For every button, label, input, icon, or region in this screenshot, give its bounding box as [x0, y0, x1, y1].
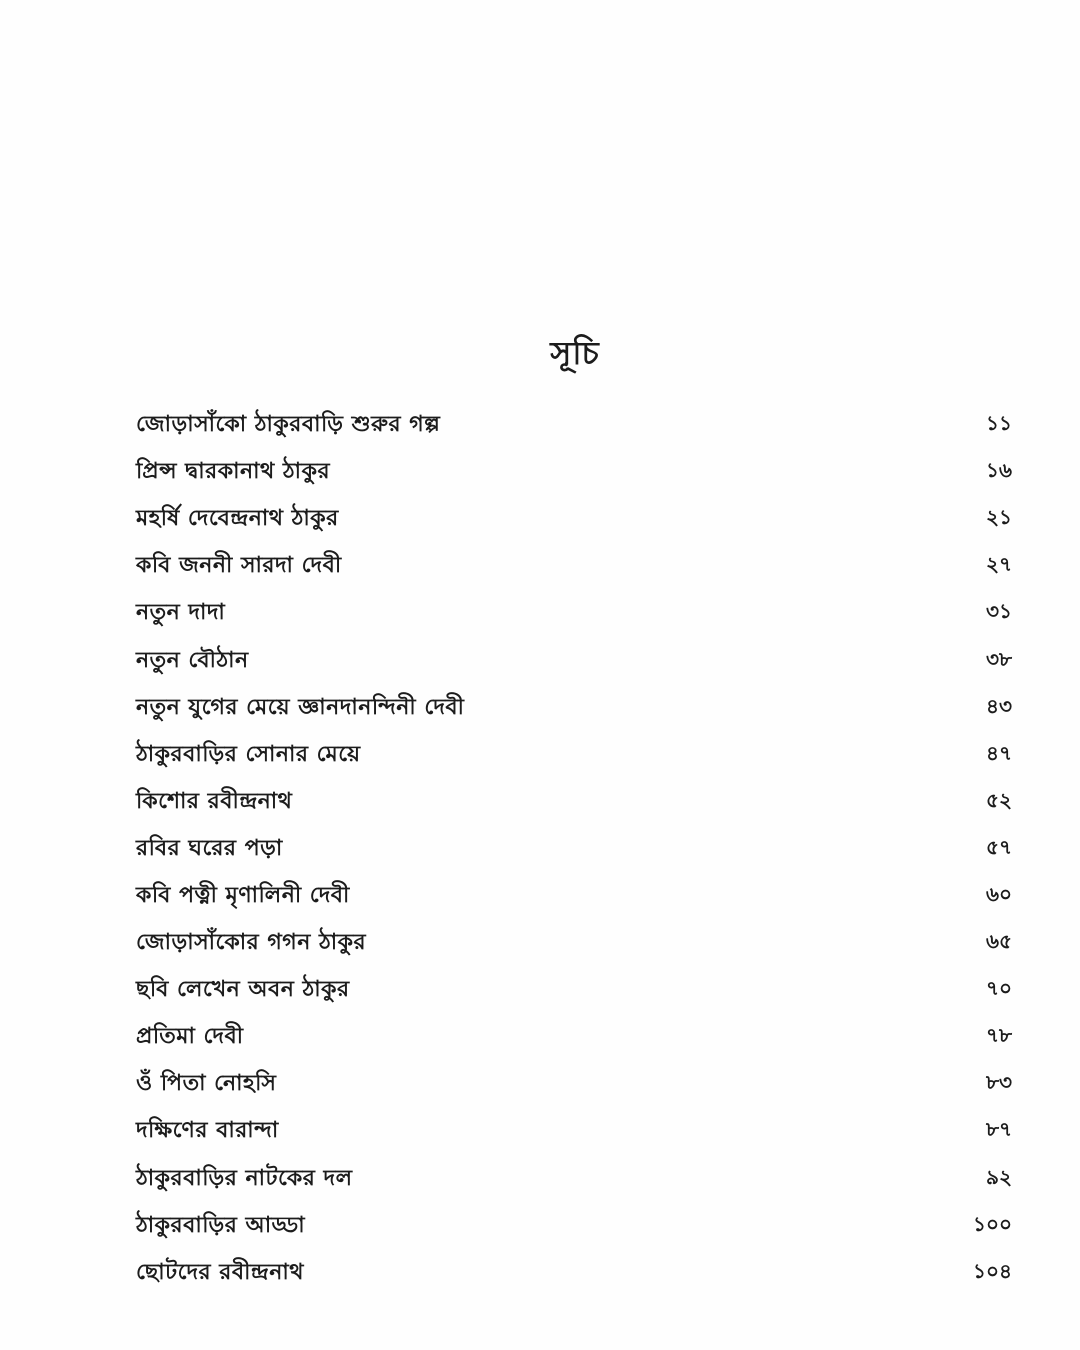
toc-entry [136, 1014, 1012, 1061]
toc-entry-page: ১০০ [973, 1211, 1012, 1236]
toc-entry-title: নতুন যুগের মেয়ে জ্ঞানদানন্দিনী দেবী [136, 693, 465, 720]
toc-entry [136, 779, 1012, 826]
toc-entry [136, 637, 1012, 684]
toc-entry-title: নতুন বৌঠান [136, 646, 249, 673]
toc-entry [136, 826, 1012, 873]
toc-entry-title: কবি জননী সারদা দেবী [136, 552, 342, 579]
toc-entry-page: ৮৭ [986, 1117, 1012, 1142]
toc-entry [136, 685, 1012, 732]
toc-entry-title: ঠাকুরবাড়ির নাটকের দল [136, 1164, 353, 1191]
toc-entry-title: দক্ষিণের বারান্দা [136, 1117, 279, 1144]
toc-entry-title: ঠাকুরবাড়ির আড্ডা [136, 1211, 306, 1238]
toc-entry-title: নতুন দাদা [136, 599, 226, 626]
toc-entry-title: ওঁ পিতা নোহসি [136, 1070, 277, 1097]
toc-entry [136, 732, 1012, 779]
toc-entry [136, 449, 1012, 496]
toc-entry-title: প্রতিমা দেবী [136, 1023, 244, 1050]
toc-entry-title: ঠাকুরবাড়ির সোনার মেয়ে [136, 740, 361, 767]
toc-entry-title: জোড়াসাঁকোর গগন ঠাকুর [136, 929, 367, 956]
toc-entry-page: ১৬ [986, 458, 1012, 483]
toc-entry [136, 967, 1012, 1014]
toc-entry-page: ৪৭ [986, 740, 1012, 765]
toc-entry-page: ৭০ [985, 976, 1012, 1001]
toc-entry-title: কবি পত্নী মৃণালিনী দেবী [136, 881, 350, 908]
toc-entry-title: ছবি লেখেন অবন ঠাকুর [136, 976, 350, 1003]
toc-entry-page: ৯২ [986, 1164, 1012, 1189]
toc-entry-title: প্রিন্স দ্বারকানাথ ঠাকুর [136, 458, 331, 485]
toc-entry-title: মহর্ষি দেবেন্দ্রনাথ ঠাকুর [136, 505, 339, 532]
toc-entry [136, 543, 1012, 590]
toc-entry [136, 873, 1012, 920]
toc-entry-page: ২৭ [985, 552, 1012, 577]
toc-entry-title: রবির ঘরের পড়া [136, 834, 283, 861]
toc-entry-page: ৬৫ [986, 929, 1012, 954]
toc-entry-page: ৭৮ [986, 1023, 1012, 1048]
toc-entry-page: ৩৮ [986, 646, 1012, 671]
toc-entry-page: ৩১ [986, 599, 1012, 624]
toc-entry-page: ৫২ [986, 787, 1012, 812]
toc-entry-title: জোড়াসাঁকো ঠাকুরবাড়ি শুরুর গল্প [136, 411, 441, 438]
toc-entry [136, 1203, 1012, 1250]
toc-entry-page: ১০৪ [973, 1258, 1012, 1283]
toc-entry-title: ছোটদের রবীন্দ্রনাথ [136, 1258, 304, 1285]
toc-list [136, 402, 1012, 1297]
toc-entry [136, 1250, 1012, 1297]
toc-entry [136, 1061, 1012, 1108]
toc-entry [136, 1108, 1012, 1155]
toc-entry-page: ৮৩ [986, 1070, 1012, 1095]
toc-heading: সূচি [550, 334, 600, 372]
toc-entry [136, 1156, 1012, 1203]
toc-entry-page: ৬০ [985, 881, 1012, 906]
toc-entry-page: ২১ [986, 505, 1012, 530]
toc-entry [136, 402, 1012, 449]
toc-entry-page: ৪৩ [986, 693, 1012, 718]
toc-entry [136, 920, 1012, 967]
toc-entry [136, 590, 1012, 637]
toc-entry-title: কিশোর রবীন্দ্রনাথ [136, 787, 293, 814]
toc-entry [136, 496, 1012, 543]
toc-entry-page: ৫৭ [986, 834, 1012, 859]
toc-entry-page: ১১ [986, 411, 1012, 436]
